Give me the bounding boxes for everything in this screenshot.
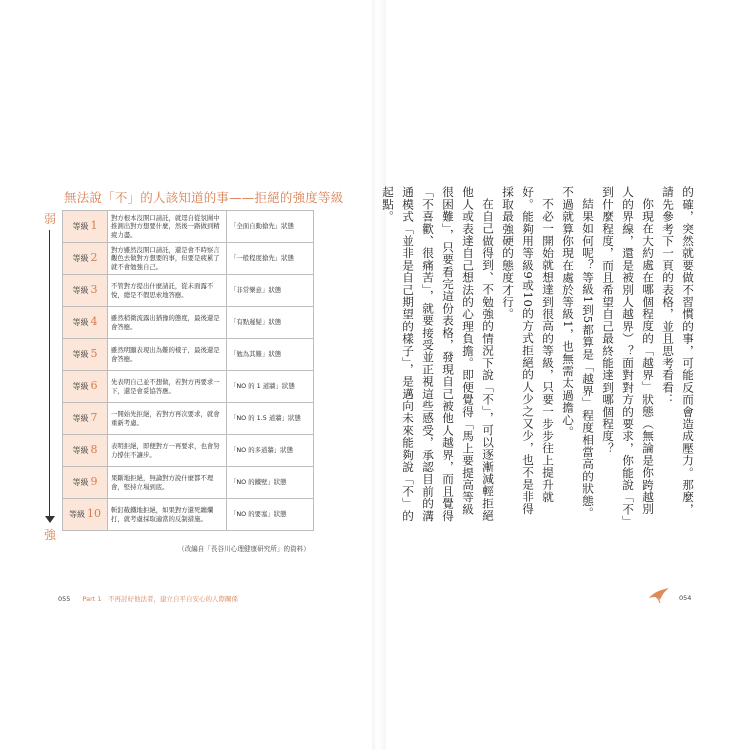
axis-line [49,230,50,520]
level-number: 3 [90,283,98,297]
source-note: （改編自「長谷川心理健康研究所」的資料） [178,545,310,553]
level-description: 一開始先拒絕，若對方再次要求，就會重新考慮。 [108,403,227,435]
arrow-down-icon [45,516,55,523]
bird-icon [648,586,670,604]
level-cell [63,339,108,371]
level-number: 2 [90,251,98,265]
body-paragraph: 在自己做得到、不勉強的情況下說「不」，可以逐漸減輕拒絕他人或表達自己想法的心理負擔。即便覺得「馬上要提高等級很困難」，只要看完這份表格，發現自己被他人越界，而且覺得「不喜歡、很痛苦」，就要接受並正視這些感受，承認目前的溝通模式「並非是自己期望的樣子」，是邁向未來能夠說「不」的起點。 [381,186,495,522]
table-row [63,243,314,275]
level-label: 等級 [72,382,89,392]
body-paragraph: 不必一開始就想達到很高的等級，只要一步步往上提升就好。能夠用等級9或10的方式拒絕的人少之又少，也不是非得採取最強硬的態度才行。 [501,186,555,515]
body-paragraph: 你現在大約處在哪個程度的「越界」狀態（無論是你跨越別人的界線，還是被別人越界）？面對對方的要求，你能說「不」到什麼程度，而且希望自己最終能達到哪個程度？ [601,186,655,522]
table-row [63,435,314,467]
level-number: 9 [90,475,98,489]
table-row [63,371,314,403]
level-cell [63,307,108,339]
level-state: 「NO 的 1 道牆」狀態 [227,371,314,403]
running-header: Part 1 不再討好他法者，建立自平自安心的人際關係 [82,595,239,603]
level-number: 7 [90,411,98,425]
table-row [63,339,314,371]
refusal-levels-table [62,210,314,531]
level-description: 對方根本沒開口請託，就逕自從氛圍中推測出對方想要什麼，然後一路做到精疲力盡。 [108,211,227,243]
level-label: 等級 [72,286,89,296]
level-cell [63,371,108,403]
level-cell [63,467,108,499]
level-state: 「NO 的多道牆」狀態 [227,435,314,467]
table-row [63,307,314,339]
level-state: 「非常樂意」狀態 [227,275,314,307]
table-row [63,211,314,243]
body-paragraph: 結果如何呢？等級1到5都算是「越界」程度相當高的狀態。不過就算你現在處於等級1，也無需太過擔心。 [561,186,595,519]
level-label: 等級 [69,510,85,520]
strength-axis [38,210,62,545]
left-page [0,0,370,750]
level-state: 「有點遲疑」狀態 [227,307,314,339]
level-cell [63,499,108,531]
level-state: 「全面自動搶先」狀態 [227,211,314,243]
page-number-right: 054 [679,594,692,602]
level-number: 8 [90,443,98,457]
level-number: 10 [87,507,101,521]
body-paragraph: 的確，突然就要做不習慣的事，可能反而會造成壓力。那麼，請先參考下一頁的表格，並且思考看看： [661,186,695,516]
table-row [63,403,314,435]
level-cell [63,211,108,243]
left-footer [58,594,238,603]
strong-label: 強 [44,528,57,542]
level-number: 1 [90,219,98,233]
level-label: 等級 [72,222,89,232]
level-number: 6 [90,379,98,393]
level-label: 等級 [72,414,89,424]
level-cell [63,275,108,307]
level-description: 雖然稍微流露出猶豫的態度，最後還是會答應。 [108,307,227,339]
table-row [63,499,314,531]
level-state: 「NO 的要塞」狀態 [227,499,314,531]
level-description: 先表明自己並不想做，若對方再要求一下，還是會妥協答應。 [108,371,227,403]
right-page-body [381,186,698,526]
level-description: 表明拒絕，即便對方一再要求，也會努力撐住不讓步。 [108,435,227,467]
level-cell [63,435,108,467]
level-label: 等級 [72,446,89,456]
level-description: 斬釘截鐵地拒絕，如果對方還死纏爛打，就考慮採取適當的反制措施。 [108,499,227,531]
table-row [63,467,314,499]
level-description: 對方雖然沒開口請託，還是會不時察言觀色去做對方想要的事，但要是疲累了就不會勉強自己。 [108,243,227,275]
page-number-left: 055 [58,595,71,603]
level-description: 雖然明顯表現出為難的樣子，最後還是會答應。 [108,339,227,371]
level-label: 等級 [72,254,89,264]
level-number: 4 [90,315,98,329]
level-state: 「勉為其難」狀態 [227,339,314,371]
level-label: 等級 [72,478,89,488]
level-state: 「NO 的鐵壁」狀態 [227,467,314,499]
level-label: 等級 [72,350,89,360]
table-title: 無法說「不」的人該知道的事——拒絕的強度等級 [64,190,344,205]
level-description: 不管對方提出什麼請託，從未面露不悅，總是不假思索地答應。 [108,275,227,307]
level-cell [63,403,108,435]
level-label: 等級 [72,318,89,328]
level-description: 果斷地拒絕，無論對方說什麼都不理會，堅持立場到底。 [108,467,227,499]
level-state: 「一般程度搶先」狀態 [227,243,314,275]
weak-label: 弱 [44,212,57,226]
level-state: 「NO 的 1.5 道牆」狀態 [227,403,314,435]
level-number: 5 [90,347,98,361]
level-cell [63,243,108,275]
table-row [63,275,314,307]
